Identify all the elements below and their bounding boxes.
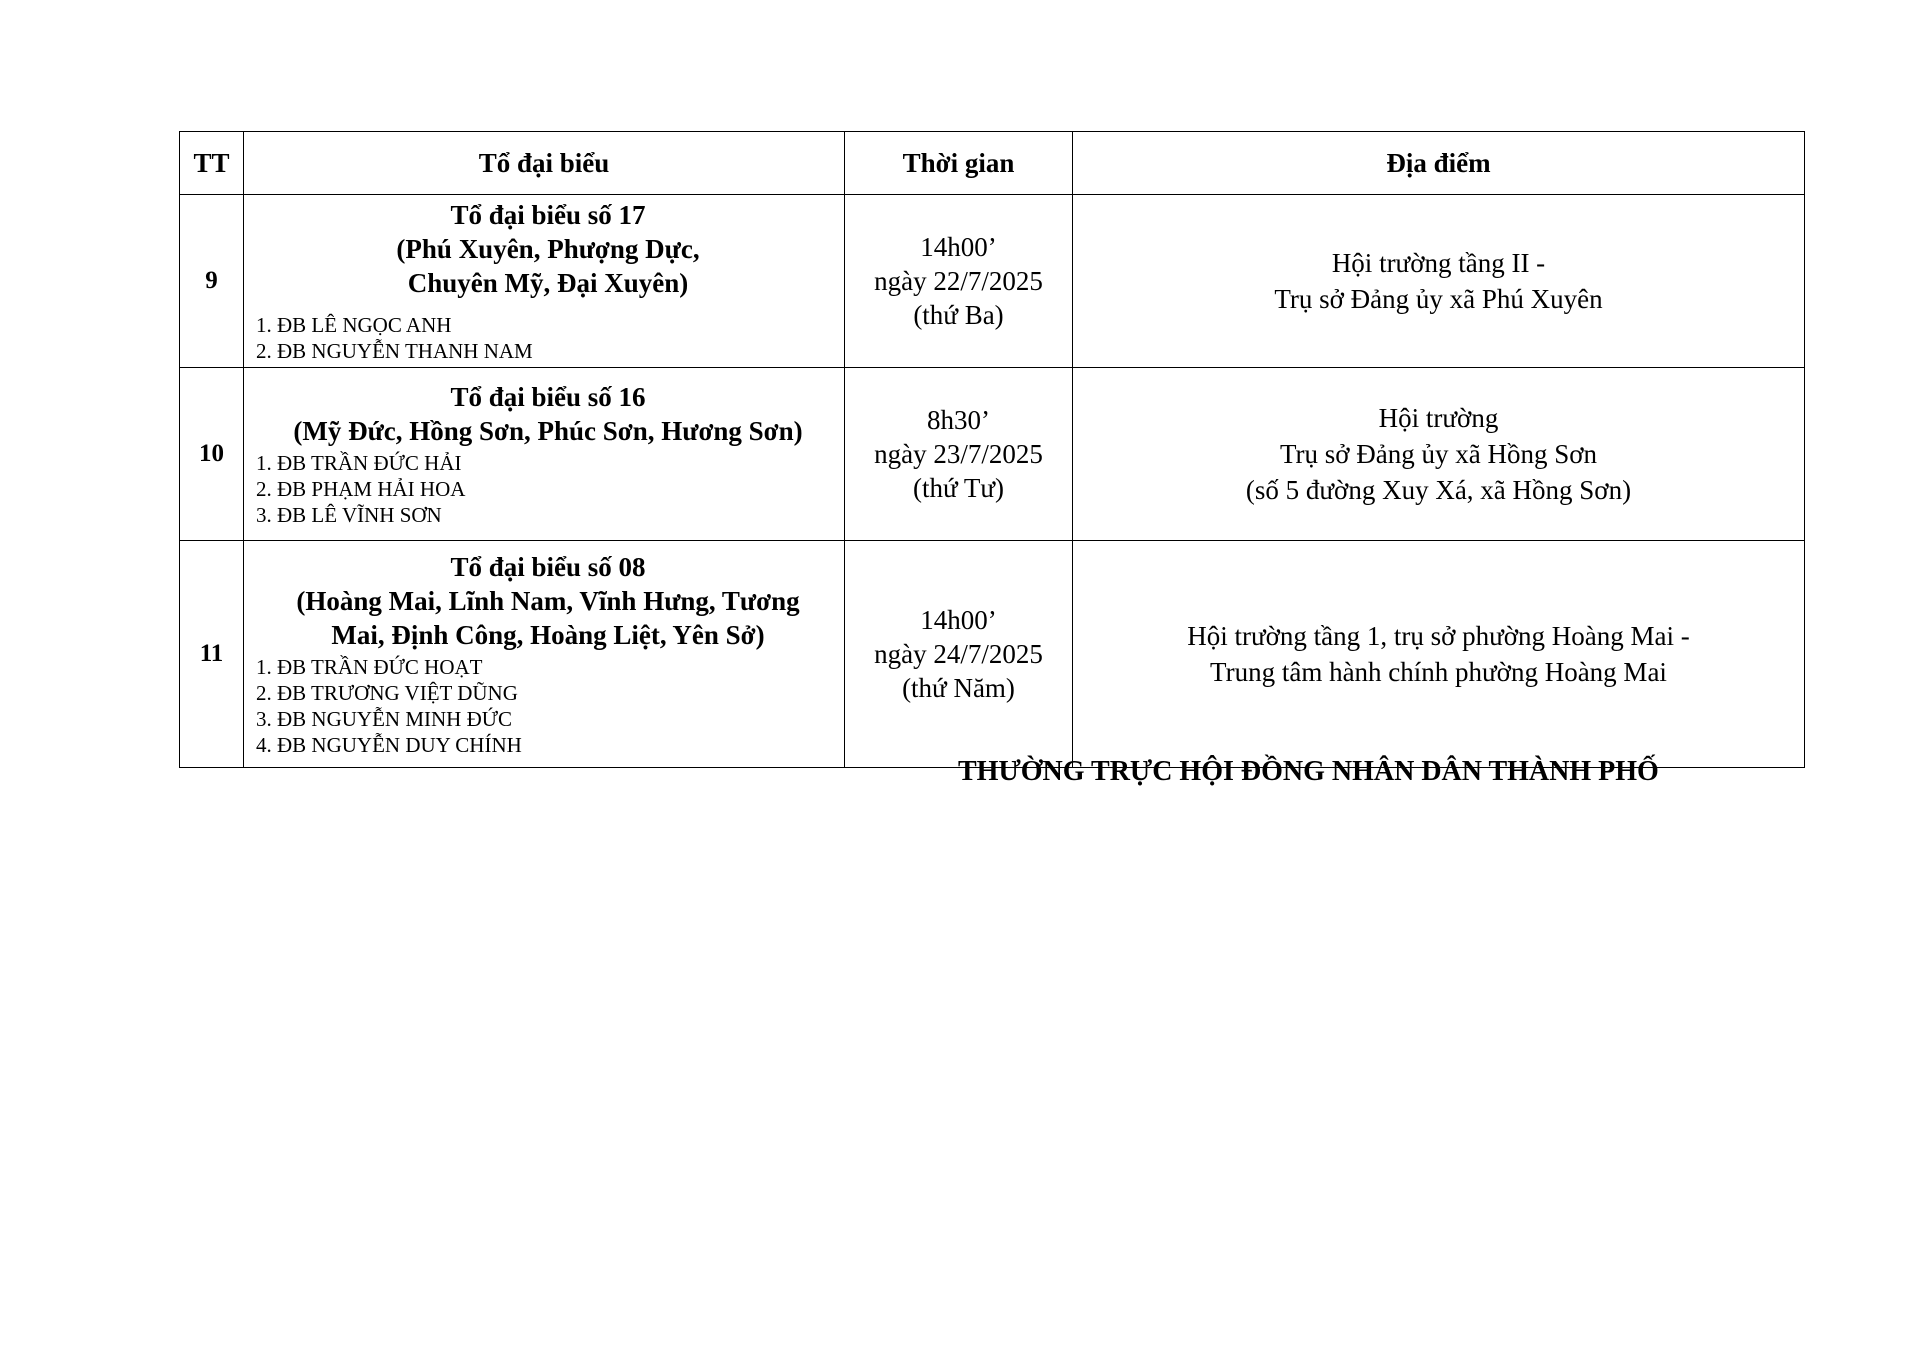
- row-number: 9: [180, 195, 244, 368]
- group-title-line: Mai, Định Công, Hoàng Liệt, Yên Sở): [331, 620, 765, 650]
- member-item: 2. ĐB PHẠM HẢI HOA: [256, 477, 466, 501]
- time-cell: [845, 195, 1073, 368]
- signature-block: THƯỜNG TRỰC HỘI ĐỒNG NHÂN DÂN THÀNH PHỐ: [958, 756, 1659, 787]
- member-item: 3. ĐB NGUYỄN MINH ĐỨC: [256, 707, 513, 731]
- row-number: 11: [180, 541, 244, 768]
- place-line: Trụ sở Đảng ủy xã Phú Xuyên: [1274, 284, 1603, 314]
- member-item: 1. ĐB TRẦN ĐỨC HẢI: [256, 451, 462, 475]
- time-date: ngày 22/7/2025: [874, 266, 1043, 296]
- header-place: Địa điểm: [1073, 132, 1805, 195]
- time-cell: [845, 368, 1073, 541]
- time-date: ngày 24/7/2025: [874, 639, 1043, 669]
- group-cell: [244, 368, 845, 541]
- place-line: Hội trường: [1378, 403, 1499, 433]
- member-item: 1. ĐB TRẦN ĐỨC HOẠT: [256, 655, 483, 679]
- group-title-line: Tổ đại biểu số 08: [450, 552, 646, 582]
- place-line: Trung tâm hành chính phường Hoàng Mai: [1210, 657, 1667, 687]
- member-list: [256, 654, 840, 758]
- schedule-table: [179, 131, 1805, 768]
- place-cell: [1073, 541, 1805, 768]
- place-line: Trụ sở Đảng ủy xã Hồng Sơn: [1279, 439, 1598, 469]
- header-row: [180, 132, 1805, 195]
- member-list: [256, 450, 840, 528]
- time-hour: 14h00’: [920, 605, 997, 635]
- member-item: 2. ĐB NGUYỄN THANH NAM: [256, 339, 533, 363]
- table-row: [180, 541, 1805, 768]
- time-cell: [845, 541, 1073, 768]
- group-title-line: (Hoàng Mai, Lĩnh Nam, Vĩnh Hưng, Tương: [296, 586, 800, 616]
- member-item: 2. ĐB TRƯƠNG VIỆT DŨNG: [256, 681, 518, 705]
- place-line: Hội trường tầng II -: [1331, 248, 1546, 278]
- place-cell: [1073, 195, 1805, 368]
- header-tt: TT: [180, 132, 244, 195]
- time-weekday: (thứ Ba): [913, 300, 1004, 330]
- group-title: [256, 380, 840, 448]
- place-line: (số 5 đường Xuy Xá, xã Hồng Sơn): [1245, 475, 1632, 505]
- table-row: [180, 195, 1805, 368]
- time-hour: 8h30’: [927, 405, 990, 435]
- group-title-line: (Mỹ Đức, Hồng Sơn, Phúc Sơn, Hương Sơn): [293, 416, 803, 446]
- member-list: [256, 312, 840, 364]
- time-hour: 14h00’: [920, 232, 997, 262]
- group-title-line: (Phú Xuyên, Phượng Dực,: [396, 234, 700, 264]
- member-item: 1. ĐB LÊ NGỌC ANH: [256, 313, 452, 337]
- group-title: [256, 550, 840, 652]
- header-time: Thời gian: [845, 132, 1073, 195]
- row-number: 10: [180, 368, 244, 541]
- header-group: Tổ đại biểu: [244, 132, 845, 195]
- time-weekday: (thứ Tư): [912, 473, 1004, 503]
- time-date: ngày 23/7/2025: [874, 439, 1043, 469]
- group-title-line: Chuyên Mỹ, Đại Xuyên): [407, 268, 689, 298]
- member-item: 3. ĐB LÊ VĨNH SƠN: [256, 503, 442, 527]
- group-title: [256, 198, 840, 300]
- group-cell: [244, 195, 845, 368]
- group-title-line: Tổ đại biểu số 17: [450, 200, 646, 230]
- table-row: [180, 368, 1805, 541]
- group-cell: [244, 541, 845, 768]
- group-title-line: Tổ đại biểu số 16: [450, 382, 646, 412]
- time-weekday: (thứ Năm): [902, 673, 1015, 703]
- place-line: Hội trường tầng 1, trụ sở phường Hoàng Mai -: [1187, 621, 1690, 651]
- place-cell: [1073, 368, 1805, 541]
- member-item: 4. ĐB NGUYỄN DUY CHÍNH: [256, 733, 522, 757]
